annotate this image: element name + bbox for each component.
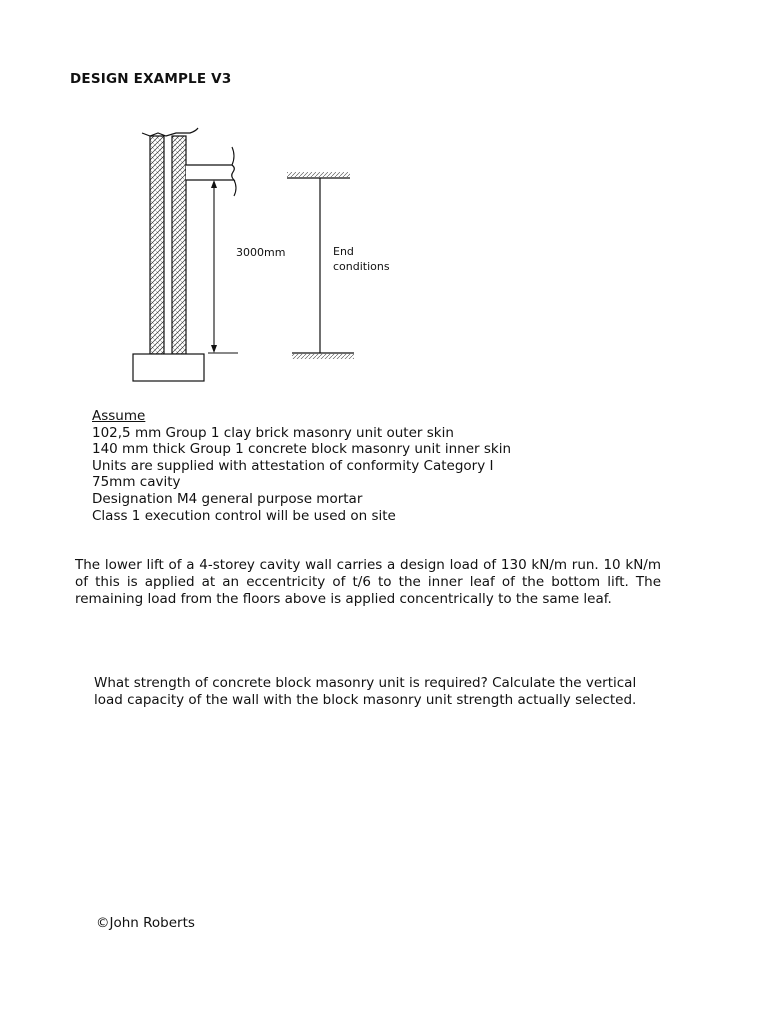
end-conditions-label-line2: conditions bbox=[333, 260, 390, 273]
question-paragraph: What strength of concrete block masonry unit is required? Calculate the vertical load capacity of the wall with the block masonry unit strength actually selected. bbox=[94, 675, 637, 708]
assumption-item: 140 mm thick Group 1 concrete block masonry unit inner skin bbox=[92, 441, 511, 458]
inner-leaf-wall bbox=[172, 136, 186, 354]
problem-paragraph: The lower lift of a 4-storey cavity wall carries a design load of 130 kN/m run. 10 kN/m of this is applied at an eccentricity of t/6 to the inner leaf of the bottom lift. The remaining load from the floors above is applied concentrically to the same leaf. bbox=[75, 557, 661, 607]
cavity-wall-diagram bbox=[0, 0, 768, 420]
page-title: DESIGN EXAMPLE V3 bbox=[70, 71, 232, 87]
floor-slab bbox=[186, 165, 234, 180]
assumption-item: Designation M4 general purpose mortar bbox=[92, 490, 363, 507]
assumption-item: Class 1 execution control will be used on site bbox=[92, 507, 396, 524]
dimension-arrow-bottom bbox=[211, 345, 217, 353]
assumptions-heading: Assume bbox=[92, 408, 146, 424]
copyright-footer: ©John Roberts bbox=[96, 915, 195, 931]
assumption-item: Units are supplied with attestation of conformity Category I bbox=[92, 457, 494, 474]
assumptions-block bbox=[92, 408, 511, 524]
assumption-item: 75mm cavity bbox=[92, 474, 181, 491]
wall-top-break-line bbox=[142, 128, 198, 136]
assumption-item: 102,5 mm Group 1 clay brick masonry unit outer skin bbox=[92, 424, 454, 441]
height-dimension-label: 3000mm bbox=[236, 246, 286, 259]
end-conditions-label-line1: End bbox=[333, 245, 354, 258]
foundation bbox=[133, 354, 204, 381]
dimension-arrow-top bbox=[211, 180, 217, 188]
outer-leaf-wall bbox=[150, 136, 164, 354]
end-conditions-label bbox=[333, 244, 413, 274]
